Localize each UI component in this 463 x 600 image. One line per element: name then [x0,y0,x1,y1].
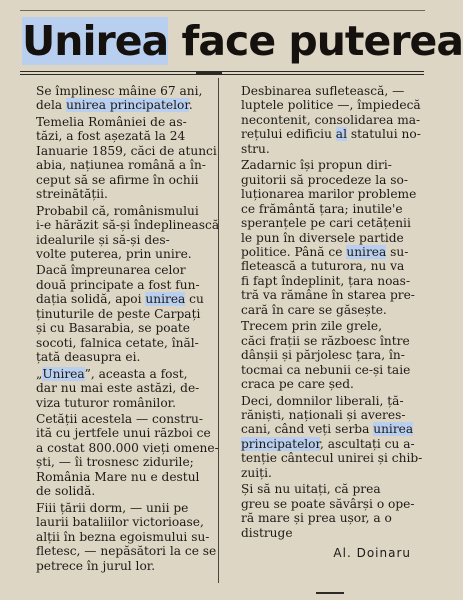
right-column [227,84,423,561]
paragraph [227,393,423,481]
text-line: ce frământă țara; inutile'e [241,201,403,216]
text-line: Se împlinesc mâine 67 ani, [36,84,203,98]
paragraph [22,84,212,113]
paragraph [22,411,219,499]
text-line: Dacă împreunarea celor [36,263,186,278]
text-line: abia, națiunea română a în- [36,158,206,173]
text-line: Cetății acestela — constru- [36,411,203,426]
text-line: „Unirea”, aceasta a fost, [36,366,188,381]
paragraph [22,203,220,262]
text-line: petrece în jurul lor. [36,558,156,573]
highlighted-term[interactable]: principatelor [241,436,320,451]
text-line: ră mare și prea ușor, a o [241,511,392,526]
paragraph [227,319,419,391]
highlighted-term[interactable]: unirea [346,244,387,259]
text-line: dar nu mai este astăzi, de- [36,381,200,396]
text-line: le pun în diversele partide [241,230,404,245]
highlighted-term[interactable]: Unirea [42,366,85,381]
text-line: idealurile și să-și des- [36,232,170,247]
text-line: două principate a fost fun- [36,277,200,292]
text-line: principatelor, ascultați cu a- [241,436,415,451]
text-line: Zadarnic își propun diri- [241,158,392,173]
text-line: guitorii să procedeze la so- [241,172,408,187]
text-line: alții în bezna egoismului su- [36,529,210,544]
highlighted-term[interactable]: unirea principatelor [66,98,189,113]
text-line: cani, când veți serba unirea [241,422,414,437]
text-line: politice. Până ce unirea su- [241,244,409,259]
text-line: distruge [241,525,293,540]
text-line: fletească a tuturora, nu va [241,259,405,274]
end-ornament [300,590,360,596]
text-line: Ianuarie 1859, căci de atunci [36,143,217,158]
title-highlight[interactable]: Unirea [22,17,169,65]
title-ornament [196,72,222,74]
text-line: rețului edificiu al statului no- [241,127,421,142]
text-line: Și să nu uitați, că prea [241,482,381,497]
text-line: laurii bataliilor victorioase, [36,515,204,530]
left-column [22,84,220,575]
text-line: dația solidă, apoi unirea cu [36,292,204,307]
highlighted-term[interactable]: unirea [145,292,186,307]
text-line: fletesc, — nepăsători la ce se [36,544,217,559]
text-line: tăzi, a fost așezată la 24 [36,129,186,144]
text-line: Trecem prin zile grele, [241,319,383,334]
highlighted-term[interactable]: al [335,127,347,142]
top-rule [20,0,425,11]
text-line: de solidă. [36,484,96,499]
text-line: cară în care se găsește. [241,302,387,317]
text-line: speranțele pe cari cetățenii [241,216,411,231]
text-line: greu se poate săvârși o ope- [241,496,415,511]
text-line: volte puterea, prin unire. [36,246,192,261]
text-line: ită cu jertfele unui război ce [36,426,211,441]
text-line: Desbinarea sufletească, — [241,84,405,98]
text-line: Probabil că, românismului [36,203,199,218]
text-line: dânșii și părjolesc țara, în- [241,348,405,363]
paragraph [22,114,217,202]
text-line: ști, — îi trosnesc zidurile; [36,455,194,470]
title-rest: face puterea [168,17,463,65]
text-line: tenție cântecul unirei și chib- [241,451,423,466]
text-line: ceput să se afirme în ochii [36,172,199,187]
text-line: streinătății. [36,187,108,202]
text-line: dela unirea principatelor. [36,98,193,113]
paragraph [22,500,217,573]
text-line: Temelia României de as- [36,114,187,129]
paragraph [22,263,212,364]
title-rule-bottom [20,74,424,75]
text-line: Deci, domnilor liberali, ță- [241,393,404,408]
paragraph [227,158,419,317]
text-line: răniști, naționali și averes- [241,407,406,422]
paragraph [227,84,419,156]
paragraph [22,367,212,410]
highlighted-term[interactable]: unirea [373,422,414,437]
text-line: luționarea marilor probleme [241,187,417,202]
text-line: stru. [241,141,270,156]
paragraph [227,482,419,540]
author-signature: Al. Doinaru [333,546,411,561]
text-line: necontenit, consolidarea ma- [241,112,421,127]
text-line: i-e hărăzit să-și îndeplinească [36,218,220,233]
article-title [22,14,463,68]
text-line: zuiți. [241,465,272,480]
text-line: fi fapt îndeplinit, țara noas- [241,273,411,288]
text-line: căci frații se războesc între [241,333,410,348]
text-line: și cu Basarabia, se poate [36,321,190,336]
text-line: Fiii țării dorm, — unii pe [36,500,189,515]
text-line: ținuturile de peste Carpați [36,306,201,321]
title-rule-top [20,71,424,72]
text-line: țată deasupra ei. [36,350,141,365]
text-line: luptele politice —, împiedecă [241,98,421,113]
text-line: a costat 800.000 vieți omene- [36,440,219,455]
column-divider [218,78,219,583]
text-line: tră va rămâne în starea pre- [241,288,415,303]
text-line: viza tuturor românilor. [36,395,177,410]
text-line: socoti, falnica cetate, înăl- [36,335,199,350]
text-line: craca pe care șed. [241,377,354,392]
text-line: România Mare nu e destul [36,469,200,484]
text-line: tocmai ca nebunii ce-și taie [241,362,411,377]
